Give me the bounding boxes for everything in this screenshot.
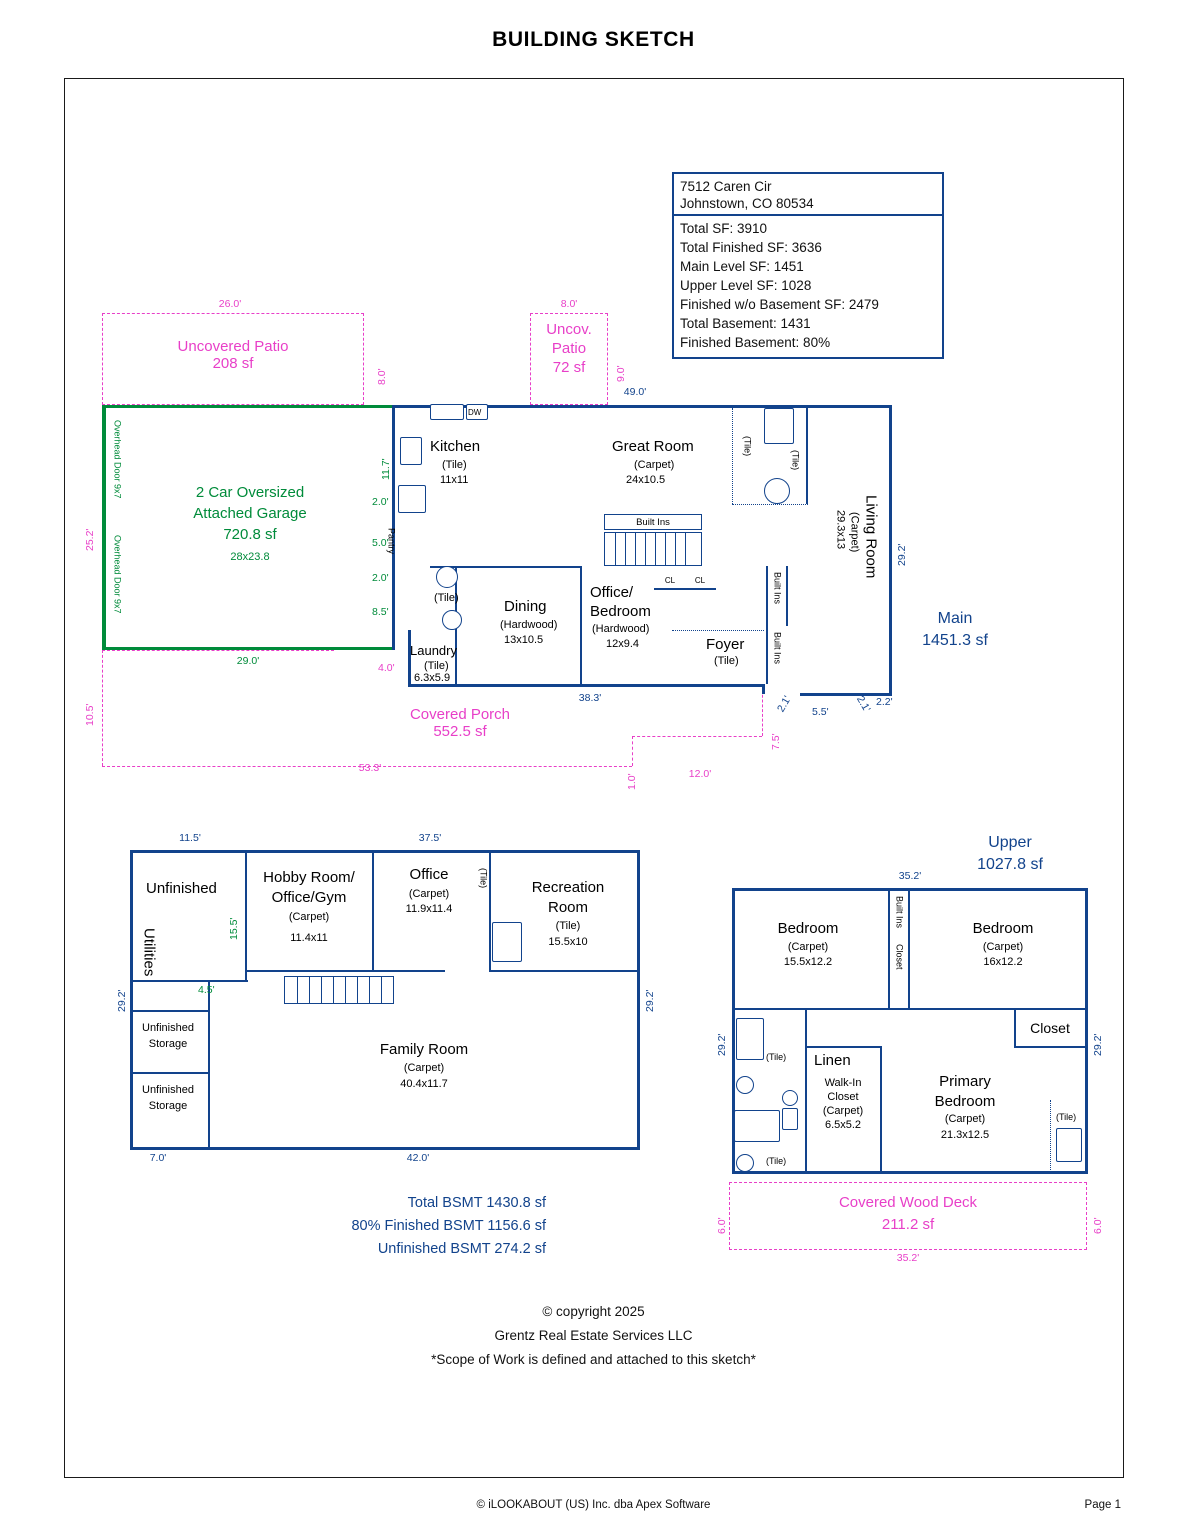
built-ins-v1: Built Ins xyxy=(772,572,783,605)
laundry-dim: 6.3x5.9 xyxy=(414,672,451,684)
main-wall-bottom-mid xyxy=(455,684,700,687)
overhead-door-label-1: Overhead Door 9x7 xyxy=(112,420,123,499)
foyer-label: Foyer xyxy=(706,636,745,653)
bsmt-recreation-label: Recreation Room xyxy=(531,879,605,916)
staircase-main xyxy=(604,532,702,566)
upper-closet-v-label: Closet xyxy=(894,944,905,970)
laundry-sink-icon xyxy=(442,610,462,630)
dim-bsmt-right-29-2: 29.2' xyxy=(644,989,656,1012)
bsmt-wall-rec-bottom xyxy=(489,970,637,972)
info-stat-total-sf: Total SF: 3910 xyxy=(680,221,768,236)
info-address-line1: 7512 Caren Cir xyxy=(680,179,772,194)
dim-porch-12: 12.0' xyxy=(688,768,712,780)
closet-wall xyxy=(654,588,716,590)
sink-icon xyxy=(430,404,464,420)
dim-5-0: 5.0' xyxy=(372,537,389,549)
upper-tub-icon xyxy=(734,1110,780,1142)
counter-icon xyxy=(398,485,426,513)
info-stat-finished-wo-bsmt: Finished w/o Basement SF: 2479 xyxy=(680,297,879,312)
bsmt-staircase xyxy=(284,976,394,1004)
upper-level-area-label: Upper 1027.8 sf xyxy=(977,834,1043,873)
kitchen-sub: (Tile) xyxy=(442,459,467,471)
office-bedroom-sub: (Hardwood) xyxy=(592,623,650,635)
dining-label: Dining xyxy=(504,598,547,615)
dim-upper-left-29-2: 29.2' xyxy=(716,1033,728,1056)
upper-wall-bed1-bottom xyxy=(732,1008,908,1010)
porch-outline-left xyxy=(102,650,103,766)
info-address-line2: Johnstown, CO 80534 xyxy=(680,196,814,211)
laundry-sub: (Tile) xyxy=(424,660,449,672)
property-info-box xyxy=(672,172,944,359)
tub-icon xyxy=(764,408,794,444)
upper-sink-icon xyxy=(782,1090,798,1106)
bath-tile-label-2: (Tile) xyxy=(790,450,801,471)
dim-deck-left-6-0: 6.0' xyxy=(716,1217,728,1234)
upper-wic-label: Walk-In Closet (Carpet) 6.5x5.2 xyxy=(822,1077,864,1131)
bsmt-storage-2-label: Unfinished Storage xyxy=(142,1084,194,1112)
upper-closet-label: Closet xyxy=(1030,1020,1070,1036)
bsmt-wall-bottom xyxy=(130,1147,640,1150)
bsmt-hobby-sub: (Carpet) xyxy=(288,911,330,923)
main-level-area-label: Main 1451.3 sf xyxy=(922,610,988,649)
dim-bsmt-left-29-2: 29.2' xyxy=(116,989,128,1012)
upper-shower-icon xyxy=(736,1018,764,1060)
bsmt-unfinished-label: Unfinished xyxy=(146,880,217,897)
upper-closet-fixture-icon xyxy=(1056,1128,1082,1162)
bsmt-total-label: Total BSMT 1430.8 sf xyxy=(407,1195,546,1211)
bsmt-unfinished-label: Unfinished BSMT 274.2 sf xyxy=(377,1241,546,1257)
dim-garage-bottom: 29.0' xyxy=(236,655,260,667)
footer-page-number: Page 1 xyxy=(1084,1499,1121,1511)
garage-wall-bottom xyxy=(102,647,394,650)
dim-2-0-a: 2.0' xyxy=(372,496,389,508)
main-wall-notch xyxy=(740,684,764,687)
dim-bsmt-top-11-5: 11.5' xyxy=(179,832,201,844)
upper-tile-label-3: (Tile) xyxy=(1056,1112,1077,1122)
bsmt-recreation-sub: (Tile) xyxy=(555,920,581,932)
info-stat-finished-basement: Finished Basement: 80% xyxy=(680,335,831,350)
cl-label-1: CL xyxy=(664,576,676,585)
dim-right-29-2: 29.2' xyxy=(896,543,908,566)
uncovered-patio-label: Uncovered Patio 208 sf xyxy=(177,338,289,373)
upper-primary-label: Primary Bedroom xyxy=(934,1073,996,1110)
bsmt-wall-right xyxy=(637,850,640,1150)
bsmt-wall-hobby-bottom xyxy=(245,970,445,972)
living-room-dim: 29.3x13 xyxy=(834,510,847,550)
info-stat-total-finished: Total Finished SF: 3636 xyxy=(680,240,822,255)
upper-bedroom1-dim: 15.5x12.2 xyxy=(783,956,833,968)
kitchen-dim: 11x11 xyxy=(440,474,469,486)
dim-uncov-right: 9.0' xyxy=(615,365,627,382)
dim-2-2: 2.2' xyxy=(876,696,893,708)
bsmt-hobby-dim: 11.4x11 xyxy=(290,932,328,944)
bath-dot-bottom xyxy=(732,504,808,505)
bsmt-office-label: Office xyxy=(409,866,449,883)
bsmt-family-label: Family Room xyxy=(379,1041,469,1058)
dim-patio-right: 8.0' xyxy=(376,368,388,385)
dim-bsmt-top-37-5: 37.5' xyxy=(418,832,442,844)
covered-porch-label: Covered Porch 552.5 sf xyxy=(409,706,511,741)
upper-wall-top xyxy=(732,888,1088,891)
upper-linen-wall-top xyxy=(805,1046,881,1048)
bath-wall-right xyxy=(806,408,808,504)
upper-toilet-icon-1 xyxy=(736,1076,754,1094)
toilet-icon xyxy=(764,478,790,504)
kitchen-label: Kitchen xyxy=(430,438,481,455)
foyer-dot-top xyxy=(672,630,764,631)
upper-bedroom1-label: Bedroom xyxy=(777,920,839,937)
bsmt-wall-storage-2 xyxy=(130,1072,210,1074)
living-room-sub: (Carpet) xyxy=(848,512,861,553)
dim-top-49: 49.0' xyxy=(623,386,647,398)
dim-deck-right-6-0: 6.0' xyxy=(1092,1217,1104,1234)
upper-wall-bed2-bottom xyxy=(908,1008,1086,1010)
bsmt-hobby-label: Hobby Room/ Office/Gym xyxy=(263,869,355,906)
dim-upper-top-35-2: 35.2' xyxy=(898,870,922,882)
upper-vanity-icon xyxy=(782,1108,798,1130)
dim-porch-1-0: 1.0' xyxy=(626,773,638,790)
info-stat-main-level: Main Level SF: 1451 xyxy=(680,259,804,274)
dim-5-5: 5.5' xyxy=(812,706,829,718)
upper-bedroom2-sub: (Carpet) xyxy=(982,941,1024,953)
dim-upper-right-29-2: 29.2' xyxy=(1092,1033,1104,1056)
office-bedroom-label: Office/ Bedroom xyxy=(590,584,651,620)
dim-bsmt-bottom-42-0: 42.0' xyxy=(406,1152,430,1164)
bsmt-utilities-label: Utilities xyxy=(140,928,158,977)
upper-primary-dim: 21.3x12.5 xyxy=(940,1129,990,1141)
copyright-line3: *Scope of Work is defined and attached to this sketch* xyxy=(431,1352,756,1367)
dim-patio-top: 26.0' xyxy=(218,298,242,310)
main-wall-right xyxy=(889,405,892,695)
porch-outline-bottom2 xyxy=(632,736,762,737)
upper-bedroom2-label: Bedroom xyxy=(972,920,1034,937)
upper-tile-label-2: (Tile) xyxy=(766,1156,787,1166)
dw-label: DW xyxy=(468,408,482,417)
upper-bedroom2-dim: 16x12.2 xyxy=(983,956,1023,968)
dim-bsmt-4-5: 4.5' xyxy=(198,984,215,996)
copyright-block xyxy=(0,1300,1187,1372)
upper-closet-bottom xyxy=(1014,1046,1086,1048)
info-stat-upper-level: Upper Level SF: 1028 xyxy=(680,278,812,293)
dim-uncov-top: 8.0' xyxy=(560,298,578,310)
dim-2-1-a: 2.1' xyxy=(774,693,794,715)
office-bedroom-dim: 12x9.4 xyxy=(606,638,640,650)
dim-bsmt-bottom-7-0: 7.0' xyxy=(149,1152,167,1164)
dim-bottom-38-3: 38.3' xyxy=(578,692,602,704)
upper-wall-bottom xyxy=(732,1171,1088,1174)
bath-dot-left xyxy=(732,408,733,504)
upper-wall-bed-divider2 xyxy=(888,888,890,1008)
upper-bedroom1-sub: (Carpet) xyxy=(787,941,829,953)
upper-linen-label: Linen xyxy=(814,1052,851,1069)
dim-2-1-b: 2.1' xyxy=(853,693,873,715)
living-room-label: Living Room xyxy=(862,495,880,579)
dim-kitchen-left: 11.7' xyxy=(380,458,392,480)
bath-tile-label-1: (Tile) xyxy=(742,436,753,457)
bsmt-wall-top xyxy=(130,850,640,853)
uncov-patio-label: Uncov. Patio 72 sf xyxy=(546,321,592,376)
foyer-sub: (Tile) xyxy=(714,655,739,667)
dim-garage-left: 25.2' xyxy=(84,528,96,551)
garage-label: 2 Car Oversized Attached Garage 720.8 sf 28x23.8 xyxy=(193,484,307,563)
copyright-line1: © copyright 2025 xyxy=(542,1304,645,1319)
dim-2-0-b: 2.0' xyxy=(372,572,389,584)
garage-wall-left xyxy=(102,405,106,650)
builtins-wall-1 xyxy=(766,566,768,684)
great-room-label: Great Room xyxy=(612,438,694,455)
page-title: BUILDING SKETCH xyxy=(492,28,695,51)
dim-deck-bottom: 35.2' xyxy=(896,1252,920,1264)
upper-wall-bed-divider xyxy=(908,888,910,1008)
bsmt-storage-1-label: Unfinished Storage xyxy=(142,1022,194,1050)
bsmt-family-sub: (Carpet) xyxy=(403,1062,445,1074)
bsmt-wall-storage-v xyxy=(208,980,210,1147)
bsmt-office-dim: 11.9x11.4 xyxy=(405,903,453,915)
great-room-sub: (Carpet) xyxy=(634,459,675,471)
dim-4-0: 4.0' xyxy=(378,662,395,674)
info-stat-total-basement: Total Basement: 1431 xyxy=(680,316,811,331)
upper-tile-label-1: (Tile) xyxy=(766,1052,787,1062)
upper-built-ins-label: Built Ins xyxy=(894,896,905,929)
upper-toilet-icon-2 xyxy=(736,1154,754,1172)
dim-porch-7-5: 7.5' xyxy=(770,733,782,750)
overhead-door-label-2: Overhead Door 9x7 xyxy=(112,535,123,614)
dining-dim: 13x10.5 xyxy=(504,634,544,646)
dim-8-5: 8.5' xyxy=(372,606,389,618)
upper-primary-sub: (Carpet) xyxy=(944,1113,986,1125)
copyright-line2: Grentz Real Estate Services LLC xyxy=(494,1328,693,1343)
bsmt-office-sub: (Carpet) xyxy=(408,888,450,900)
main-wall-foyer-jog xyxy=(700,684,740,687)
builtins-wall-2 xyxy=(786,566,788,626)
dim-bsmt-15-5: 15.5' xyxy=(228,917,240,940)
built-ins-v2: Built Ins xyxy=(772,632,783,665)
bsmt-finished-label: 80% Finished BSMT 1156.6 sf xyxy=(351,1218,546,1234)
bsmt-tile-label: (Tile) xyxy=(478,868,489,889)
cl-label-2: CL xyxy=(694,576,706,585)
dining-sub: (Hardwood) xyxy=(500,619,558,631)
porch-outline-right xyxy=(762,690,763,736)
garage-wall-top xyxy=(102,405,394,408)
bsmt-wall-office-right xyxy=(489,850,491,970)
dim-porch-bottom: 53.3' xyxy=(358,762,382,774)
bsmt-wall-storage-1 xyxy=(130,1010,210,1012)
basement-totals xyxy=(240,1192,546,1261)
covered-deck-label: Covered Wood Deck 211.2 sf xyxy=(838,1194,978,1233)
bsmt-recreation-dim: 15.5x10 xyxy=(548,936,588,948)
porch-outline-top-left xyxy=(102,650,334,651)
stove-icon xyxy=(400,437,422,465)
laundry-round-icon xyxy=(436,566,458,588)
upper-closet-dot xyxy=(1050,1100,1051,1172)
footer-software-credit: © iLOOKABOUT (US) Inc. dba Apex Software xyxy=(476,1499,711,1511)
pantry-label: Pantry xyxy=(386,528,397,555)
dim-porch-10-5: 10.5' xyxy=(84,703,96,726)
bsmt-family-dim: 40.4x11.7 xyxy=(400,1078,448,1090)
sketch-page-frame xyxy=(64,78,1124,1478)
dining-wall-right xyxy=(580,566,582,684)
great-room-dim: 24x10.5 xyxy=(626,474,666,486)
built-ins-main: Built Ins xyxy=(604,514,702,530)
laundry-tile-label: (Tile) xyxy=(434,592,459,604)
bsmt-fixture-icon xyxy=(492,922,522,962)
laundry-label: Laundry xyxy=(410,643,457,658)
